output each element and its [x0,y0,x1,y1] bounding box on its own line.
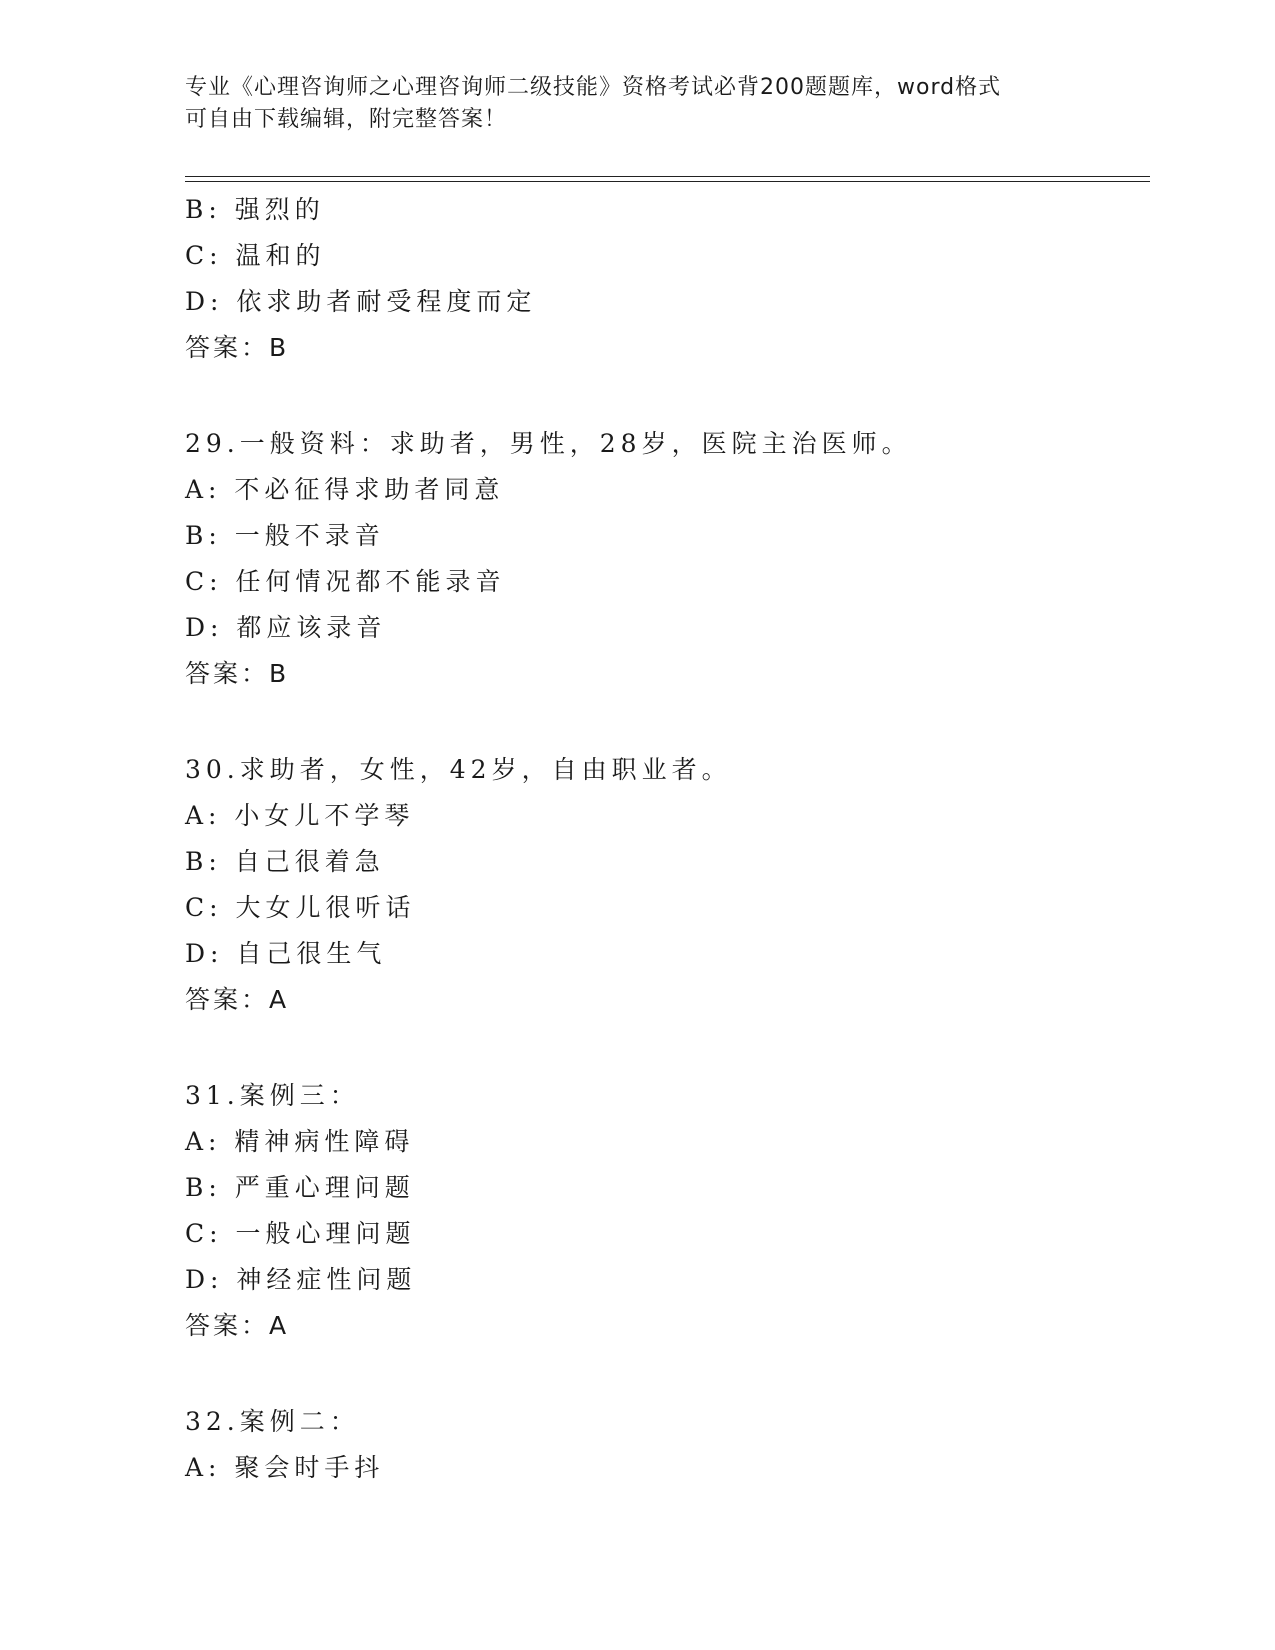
option-d: D: 都应该录音 [185,613,387,642]
question-30 [185,747,1145,1023]
header-line-1: 专业《心理咨询师之心理咨询师二级技能》资格考试必背200题题库，word格式 [185,75,1002,100]
question-32 [185,1399,1145,1491]
answer-line: 答案：A [185,985,290,1014]
option-a: A: 精神病性障碍 [185,1127,415,1156]
question-stem: 29.一般资料：求助者，男性，28岁，医院主治医师。 [185,429,912,458]
question-stem: 31.案例三： [185,1081,360,1110]
option-d: D: 自己很生气 [185,939,387,968]
header-divider-top [185,176,1150,177]
answer-line: 答案：B [185,659,290,688]
question-stem: 30.求助者，女性，42岁，自由职业者。 [185,755,732,784]
option-b: B: 严重心理问题 [185,1173,415,1202]
option-a: A: 不必征得求助者同意 [185,475,505,504]
option-a: A: 小女儿不学琴 [185,801,415,830]
option-c: C: 一般心理问题 [185,1219,416,1248]
answer-line: 答案：B [185,333,290,362]
option-d: D: 神经症性问题 [185,1265,417,1294]
option-b: B: 强烈的 [185,195,325,224]
option-d: D: 依求助者耐受程度而定 [185,287,537,316]
option-c: C: 大女儿很听话 [185,893,416,922]
question-29 [185,421,1145,697]
header-line-2: 可自由下载编辑，附完整答案！ [185,107,508,132]
option-c: C: 温和的 [185,241,326,270]
document-header [185,72,1105,136]
question-stem: 32.案例二： [185,1407,360,1436]
option-c: C: 任何情况都不能录音 [185,567,506,596]
option-b: B: 一般不录音 [185,521,385,550]
question-partial [185,187,1145,371]
option-b: B: 自己很着急 [185,847,385,876]
answer-line: 答案：A [185,1311,290,1340]
question-31 [185,1073,1145,1349]
option-a: A: 聚会时手抖 [185,1453,385,1482]
question-list [185,187,1145,1491]
header-divider-bottom [185,181,1150,182]
